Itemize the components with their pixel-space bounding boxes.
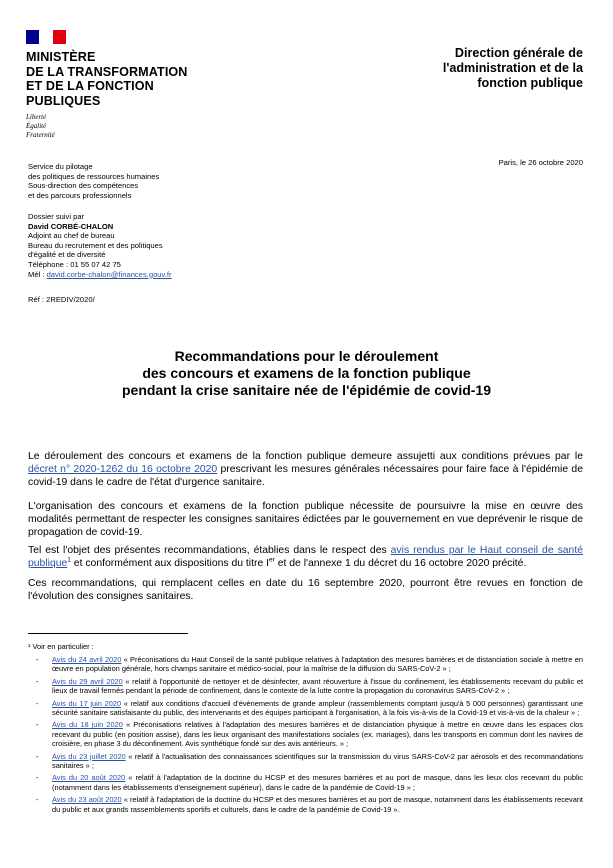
- document-date: Paris, le 26 octobre 2020: [498, 158, 583, 167]
- reference: Réf : 2REDIV/2020/: [28, 295, 95, 304]
- contact-email-link[interactable]: david.corbe-chalon@finances.gouv.fr: [46, 269, 172, 279]
- list-item: - Avis du 17 juin 2020 « relatif aux conditions d'accueil d'évènements de grande ampleur (rassemblements comptant jusqu'à 5 000 personnes) garantissant une sécurité sanitaire satisfaisante du public, des intervenants et des équipes participant à l'organisation, à la fois vis-à-vis de la Covid-19 et vis-à-vis de la chaleur » ;: [36, 698, 584, 718]
- list-item: - Avis du 23 août 2020 « relatif à l'adaptation de la doctrine du HCSP et des mesures barrières et au port de masque, notamment dans les établissements recevant du public et aux grands rassemblements sportifs et culturels, dans le cadre de la pandémie de Covid-19 ».: [36, 795, 583, 814]
- paragraph-2: L'organisation des concours et examens de la fonction publique nécessite de poursuivre la mise en œuvre des modalités permettant de respecter les consignes sanitaires édictées par le gouvernement en vue deprévenir le risque de propagation de covid-19.: [28, 501, 583, 538]
- list-item: - Avis du 24 avril 2020 « Préconisations du Haut Conseil de la santé publique relatives à l'adaptation des mesures barrières et de distanciation sociale à mettre en œuvre en population générale, hors champs sanitaire et médico-social, pour la maîtrise de la diffusion du SARS-CoV-2 » ;: [36, 655, 583, 674]
- dossier-block: Dossier suivi par David CORBÉ-CHALON Adjoint au chef de bureau Bureau du recrutement et des politiques d'égalité et de diversité Téléphone : 01 55 07 42 75 Mél : david.corbe-chalon@finances.gouv.fr: [28, 212, 172, 279]
- republique-flag-logo: [26, 30, 66, 44]
- direction-name: Direction générale de l'administration et de la fonction publique: [442, 46, 583, 90]
- list-item: - Avis du 20 août 2020 « relatif à l'adaptation de la doctrine du HCSP et des mesures barrières et au port de masque, dans les lieux clos recevant du public (notamment dans les établissements d'enseignement supérieur), dans le cadre de la pandémie de Covid-19 » ;: [36, 773, 583, 792]
- footnote-ref[interactable]: 1: [67, 556, 71, 564]
- list-item: - Avis du 23 juillet 2020 « relatif à l'actualisation des connaissances scientifiques sur la transmission du virus SARS-CoV-2 par aérosols et des recommandations sanitaires » ;: [36, 751, 583, 771]
- paragraph-1: Le déroulement des concours et examens de la fonction publique demeure assujetti aux conditions prévues par le décret n° 2020-1262 du 16 octobre 2020 prescrivant les mesures générales nécessaires pour faire face à l'épidémie de covid-19 dans le cadre de l'état d'urgence sanitaire.: [28, 451, 583, 488]
- ministry-name: MINISTÈRE DE LA TRANSFORMATION ET DE LA FONCTION PUBLIQUES: [26, 50, 188, 108]
- opinion-link[interactable]: Avis du 20 août 2020: [52, 773, 126, 783]
- list-item: - Avis du 29 avril 2020 « relatif à l'opportunité de nettoyer et de désinfecter, avant réouverture à l'issue du confinement, les établissements recevant du public et lieux de travail fermés pendant la période de confinement, dans le contexte de la lutte contre la propagation du coronavirus SARS-CoV-2 » ;: [36, 676, 583, 696]
- footnote-list: [28, 655, 583, 817]
- list-item: - Avis du 18 juin 2020 « Préconisations relatives à l'adaptation des mesures barrières et de distanciation physique à mettre en œuvre dans les espaces clos recevant du public (en position assise), dans les lieux organisant des manifestations sociales (ex. mariages), dans les transports en commun dont les navires de croisière, en phase 3 du déconfinement. Avis synthétique fondé sur des avis antérieurs. » ;: [36, 720, 583, 749]
- paragraph-4: Ces recommandations, qui remplacent celles en date du 16 septembre 2020, pourront être revues en fonction de l'évolution des consignes sanitaires.: [28, 578, 583, 602]
- opinion-link[interactable]: Avis du 23 août 2020: [52, 795, 122, 805]
- hcsp-opinions-link[interactable]: avis rendus par le Haut conseil de santé publique: [28, 545, 583, 569]
- opinion-link[interactable]: Avis du 24 avril 2020: [52, 655, 122, 664]
- republic-motto: Liberté Égalité Fraternité: [26, 113, 55, 139]
- document-title: Recommandations pour le déroulement des concours et examens de la fonction publique pendant la crise sanitaire née de l'épidémie de covid-19: [121, 348, 492, 398]
- decree-link[interactable]: décret n° 2020-1262 du 16 octobre 2020: [28, 463, 218, 475]
- opinion-link[interactable]: Avis du 29 avril 2020: [52, 676, 123, 686]
- footnote-divider: [28, 633, 188, 634]
- opinion-link[interactable]: Avis du 23 juillet 2020: [52, 751, 126, 761]
- opinion-link[interactable]: Avis du 17 juin 2020: [52, 698, 122, 708]
- service-block: Service du pilotage des politiques de ressources humaines Sous-direction des compétences et des parcours professionnels: [28, 162, 160, 200]
- contact-name: David CORBÉ-CHALON: [28, 221, 114, 231]
- paragraph-3: Tel est l'objet des présentes recommandations, établies dans le respect des avis rendus par le Haut conseil de santé publique$^1$ et conformément aux dispositions du titre Ier et de l'annexe 1 du décret du 16 octobre 2020 précité.: [28, 545, 583, 569]
- footnote-intro: ¹ Voir en particulier :: [28, 642, 94, 651]
- opinion-link[interactable]: Avis du 18 juin 2020: [52, 720, 123, 730]
